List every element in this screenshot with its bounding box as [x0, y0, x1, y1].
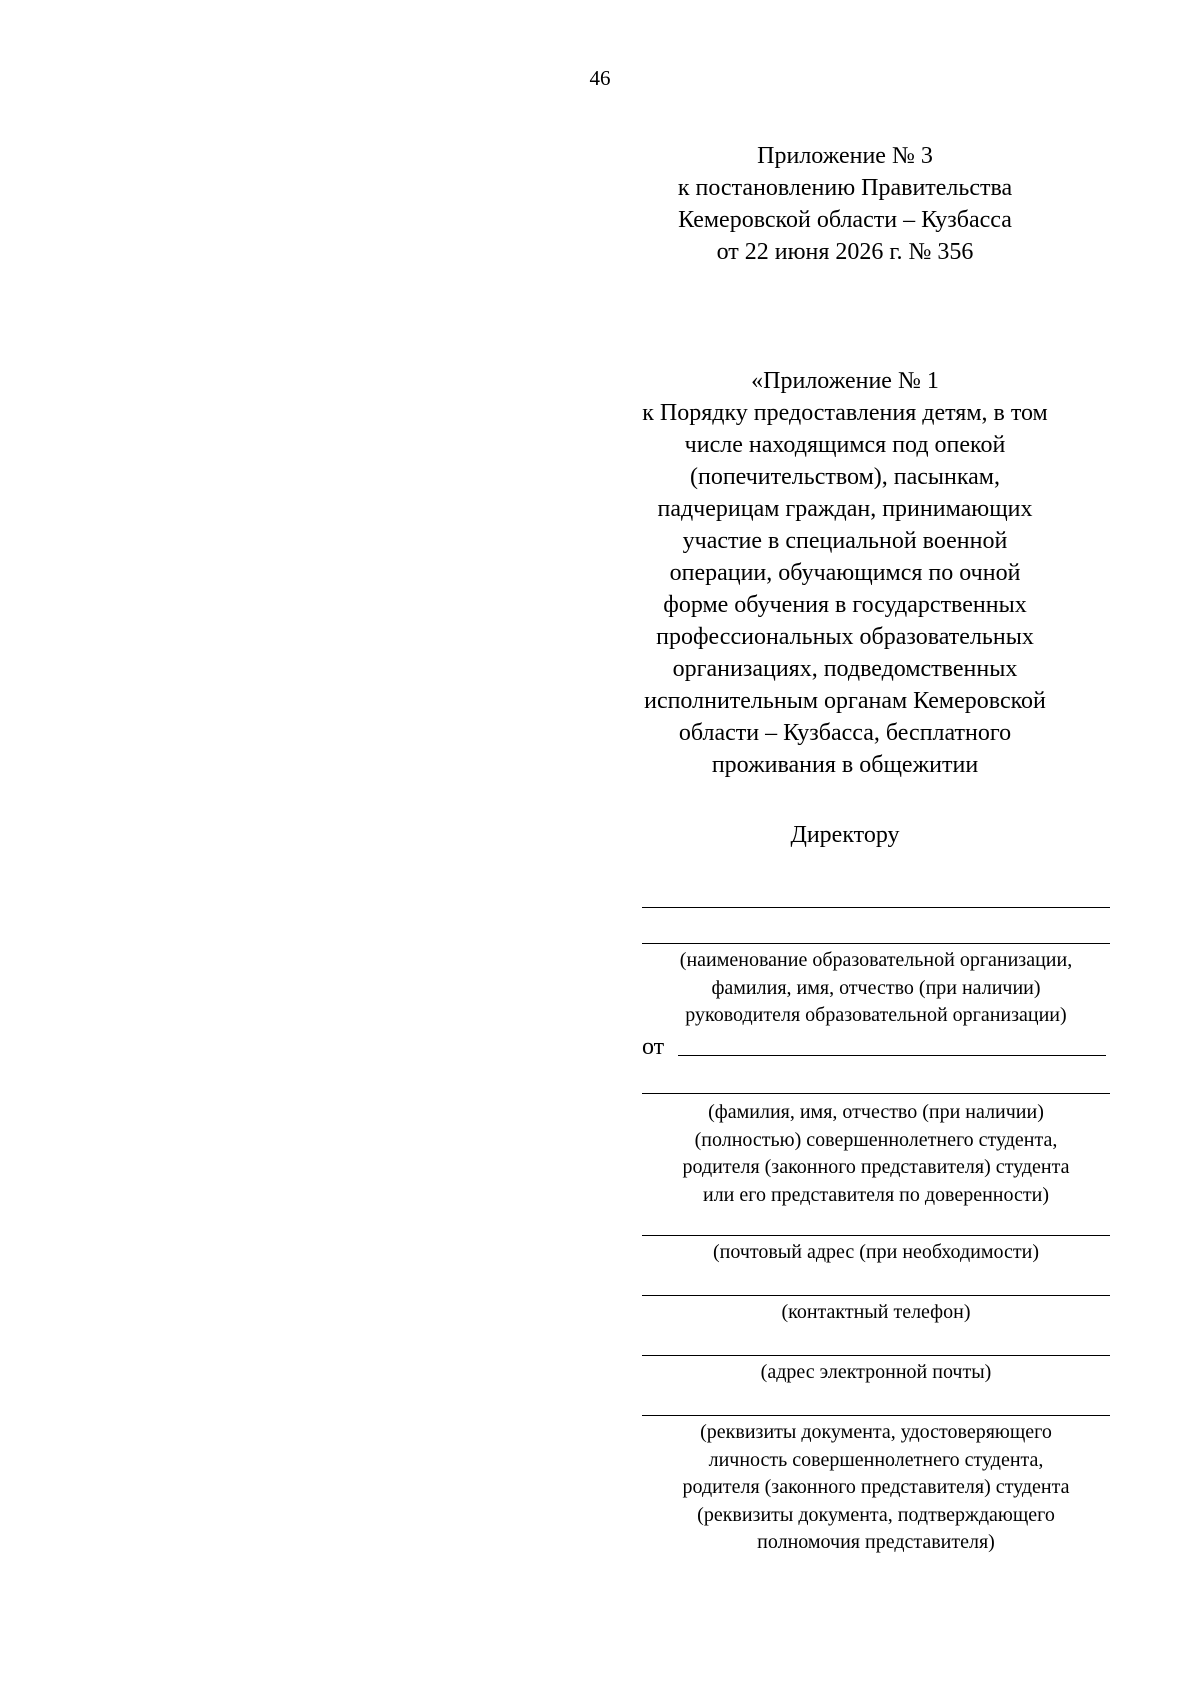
id-document-field[interactable] — [642, 1415, 1110, 1416]
attachment-header-line: от 22 июня 2026 г. № 356 — [716, 239, 974, 265]
attachment-header-line: к постановлению Правительства — [677, 175, 1013, 201]
applicant-caption-line: или его представителя по доверенности) — [703, 1183, 1049, 1206]
attachment-sub-line: падчерицам граждан, принимающих — [657, 496, 1033, 522]
id-caption-line: личность совершеннолетнего студента, — [708, 1448, 1044, 1471]
attachment-sub — [600, 365, 1090, 781]
attachment-sub-line: «Приложение № 1 — [751, 368, 939, 394]
postal-address-field[interactable] — [642, 1235, 1110, 1236]
id-caption-line: родителя (законного представителя) студента — [682, 1476, 1070, 1498]
attachment-sub-line: (попечительством), пасынкам, — [690, 464, 1000, 490]
attachment-sub-line: области – Кузбасса, бесплатного — [678, 720, 1012, 746]
org-caption — [642, 947, 1110, 1030]
attachment-sub-line: числе находящимся под опекой — [684, 432, 1006, 458]
phone-field[interactable] — [642, 1295, 1110, 1296]
phone-caption: (контактный телефон) — [781, 1301, 971, 1323]
attachment-sub-line: операции, обучающимся по очной — [669, 560, 1021, 586]
attachment-sub-line: исполнительным органам Кемеровской — [644, 688, 1046, 714]
attachment-sub-line: к Порядку предоставления детям, в том — [642, 400, 1048, 426]
applicant-caption-line: (фамилия, имя, отчество (при наличии) — [708, 1101, 1044, 1123]
email-field[interactable] — [642, 1355, 1110, 1356]
id-caption-line: (реквизиты документа, подтверждающего — [697, 1503, 1055, 1526]
org-caption-line: руководителя образовательной организации) — [685, 1004, 1067, 1026]
attachment-sub-line: проживания в общежитии — [711, 752, 979, 778]
email-caption: (адрес электронной почты) — [760, 1361, 992, 1383]
applicant-caption-line: (полностью) совершеннолетнего студента, — [694, 1128, 1058, 1151]
from-row — [642, 1033, 1110, 1061]
page-number: 46 — [589, 66, 611, 90]
org-director-field[interactable] — [642, 943, 1110, 944]
id-caption — [642, 1419, 1110, 1557]
applicant-caption-line: родителя (законного представителя) студента — [682, 1156, 1070, 1178]
attachment-sub-line: участие в специальной военной — [682, 528, 1008, 554]
applicant-name-field[interactable] — [678, 1055, 1106, 1056]
attachment-sub-line: организациях, подведомственных — [672, 656, 1018, 682]
attachment-header-line: Кемеровской области – Кузбасса — [678, 207, 1012, 233]
id-caption-line: полномочия представителя) — [757, 1531, 995, 1553]
attachment-header-line: Приложение № 3 — [757, 143, 933, 169]
applicant-caption — [642, 1099, 1110, 1209]
attachment-sub-line: форме обучения в государственных — [663, 592, 1027, 618]
from-label: от — [642, 1034, 665, 1060]
org-caption-line: (наименование образовательной организации, — [679, 949, 1073, 971]
attachment-sub-line: профессиональных образовательных — [656, 624, 1034, 650]
id-caption-line: (реквизиты документа, удостоверяющего — [700, 1421, 1052, 1443]
org-name-field[interactable] — [642, 907, 1110, 908]
addressee: Директору — [790, 822, 900, 848]
applicant-name-field-2[interactable] — [642, 1093, 1110, 1094]
org-caption-line: фамилия, имя, отчество (при наличии) — [711, 976, 1041, 999]
attachment-header — [600, 140, 1090, 268]
postal-caption: (почтовый адрес (при необходимости) — [712, 1241, 1039, 1263]
